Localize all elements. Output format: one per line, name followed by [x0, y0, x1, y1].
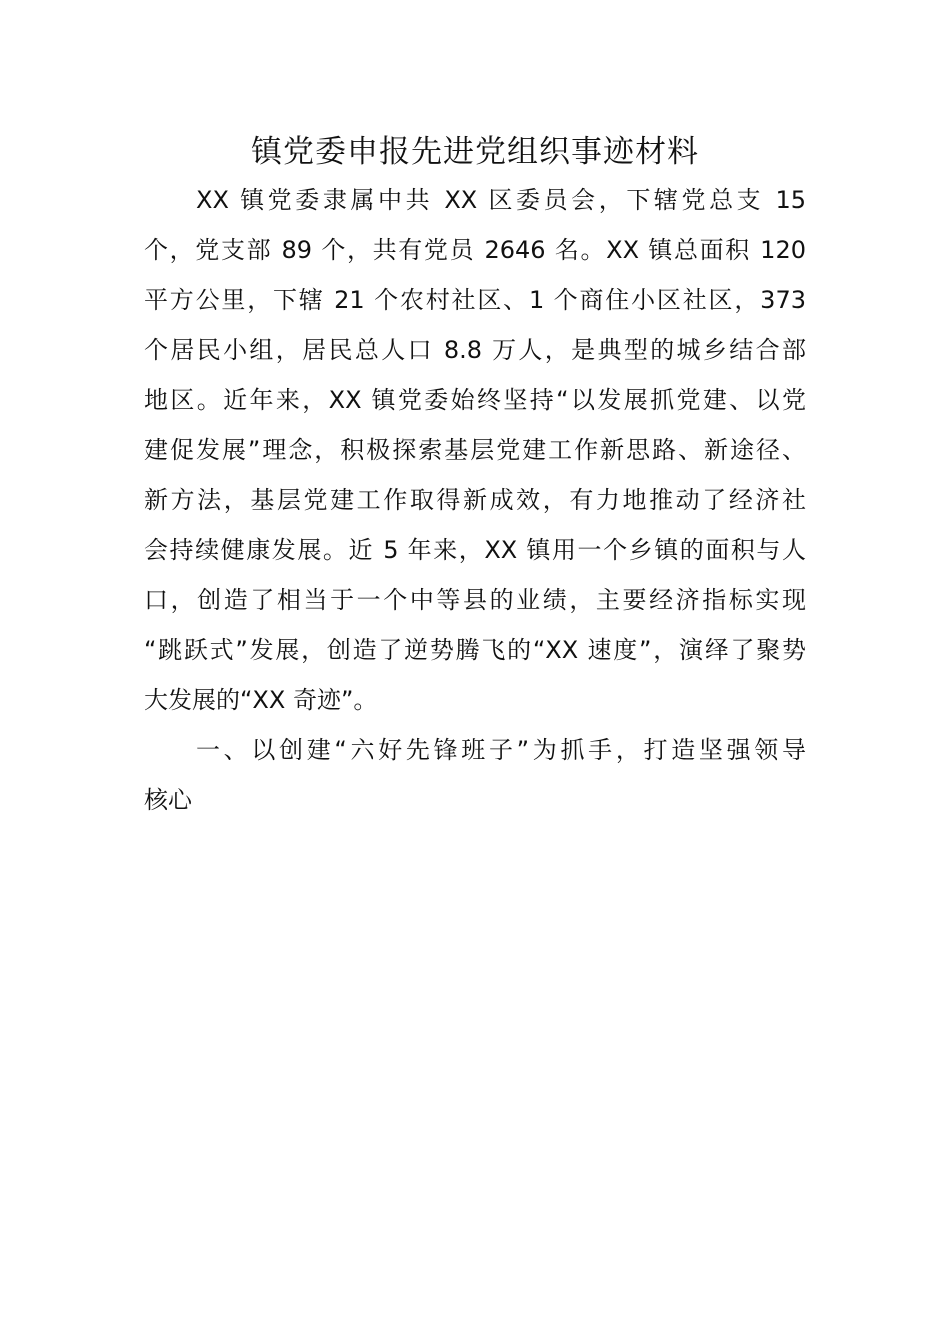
- paragraph-line: 建促发展”理念，积极探索基层党建工作新思路、新途径、: [144, 436, 806, 464]
- section-heading-line: 一、以创建“六好先锋班子”为抓手，打造坚强领导: [196, 736, 806, 764]
- paragraph-line: “跳跃式”发展，创造了逆势腾飞的“XX 速度”，演绎了聚势: [144, 636, 806, 664]
- paragraph-line: 新方法，基层党建工作取得新成效，有力地推动了经济社: [144, 486, 806, 514]
- paragraph-line: XX 镇党委隶属中共 XX 区委员会，下辖党总支 15: [196, 186, 806, 214]
- paragraph-line: 平方公里，下辖 21 个农村社区、1 个商住小区社区，373: [144, 286, 806, 314]
- paragraph-line: 地区。近年来，XX 镇党委始终坚持“以发展抓党建、以党: [144, 386, 806, 414]
- paragraph-line: 个，党支部 89 个，共有党员 2646 名。XX 镇总面积 120: [144, 236, 806, 264]
- paragraph-line: 大发展的“XX 奇迹”。: [144, 686, 378, 714]
- paragraph-line: 个居民小组，居民总人口 8.8 万人，是典型的城乡结合部: [144, 336, 806, 364]
- document-title: 镇党委申报先进党组织事迹材料: [251, 134, 699, 170]
- paragraph-line: 口，创造了相当于一个中等县的业绩，主要经济指标实现: [144, 586, 806, 614]
- section-heading-line: 核心: [144, 786, 192, 814]
- paragraph-line: 会持续健康发展。近 5 年来，XX 镇用一个乡镇的面积与人: [144, 536, 806, 564]
